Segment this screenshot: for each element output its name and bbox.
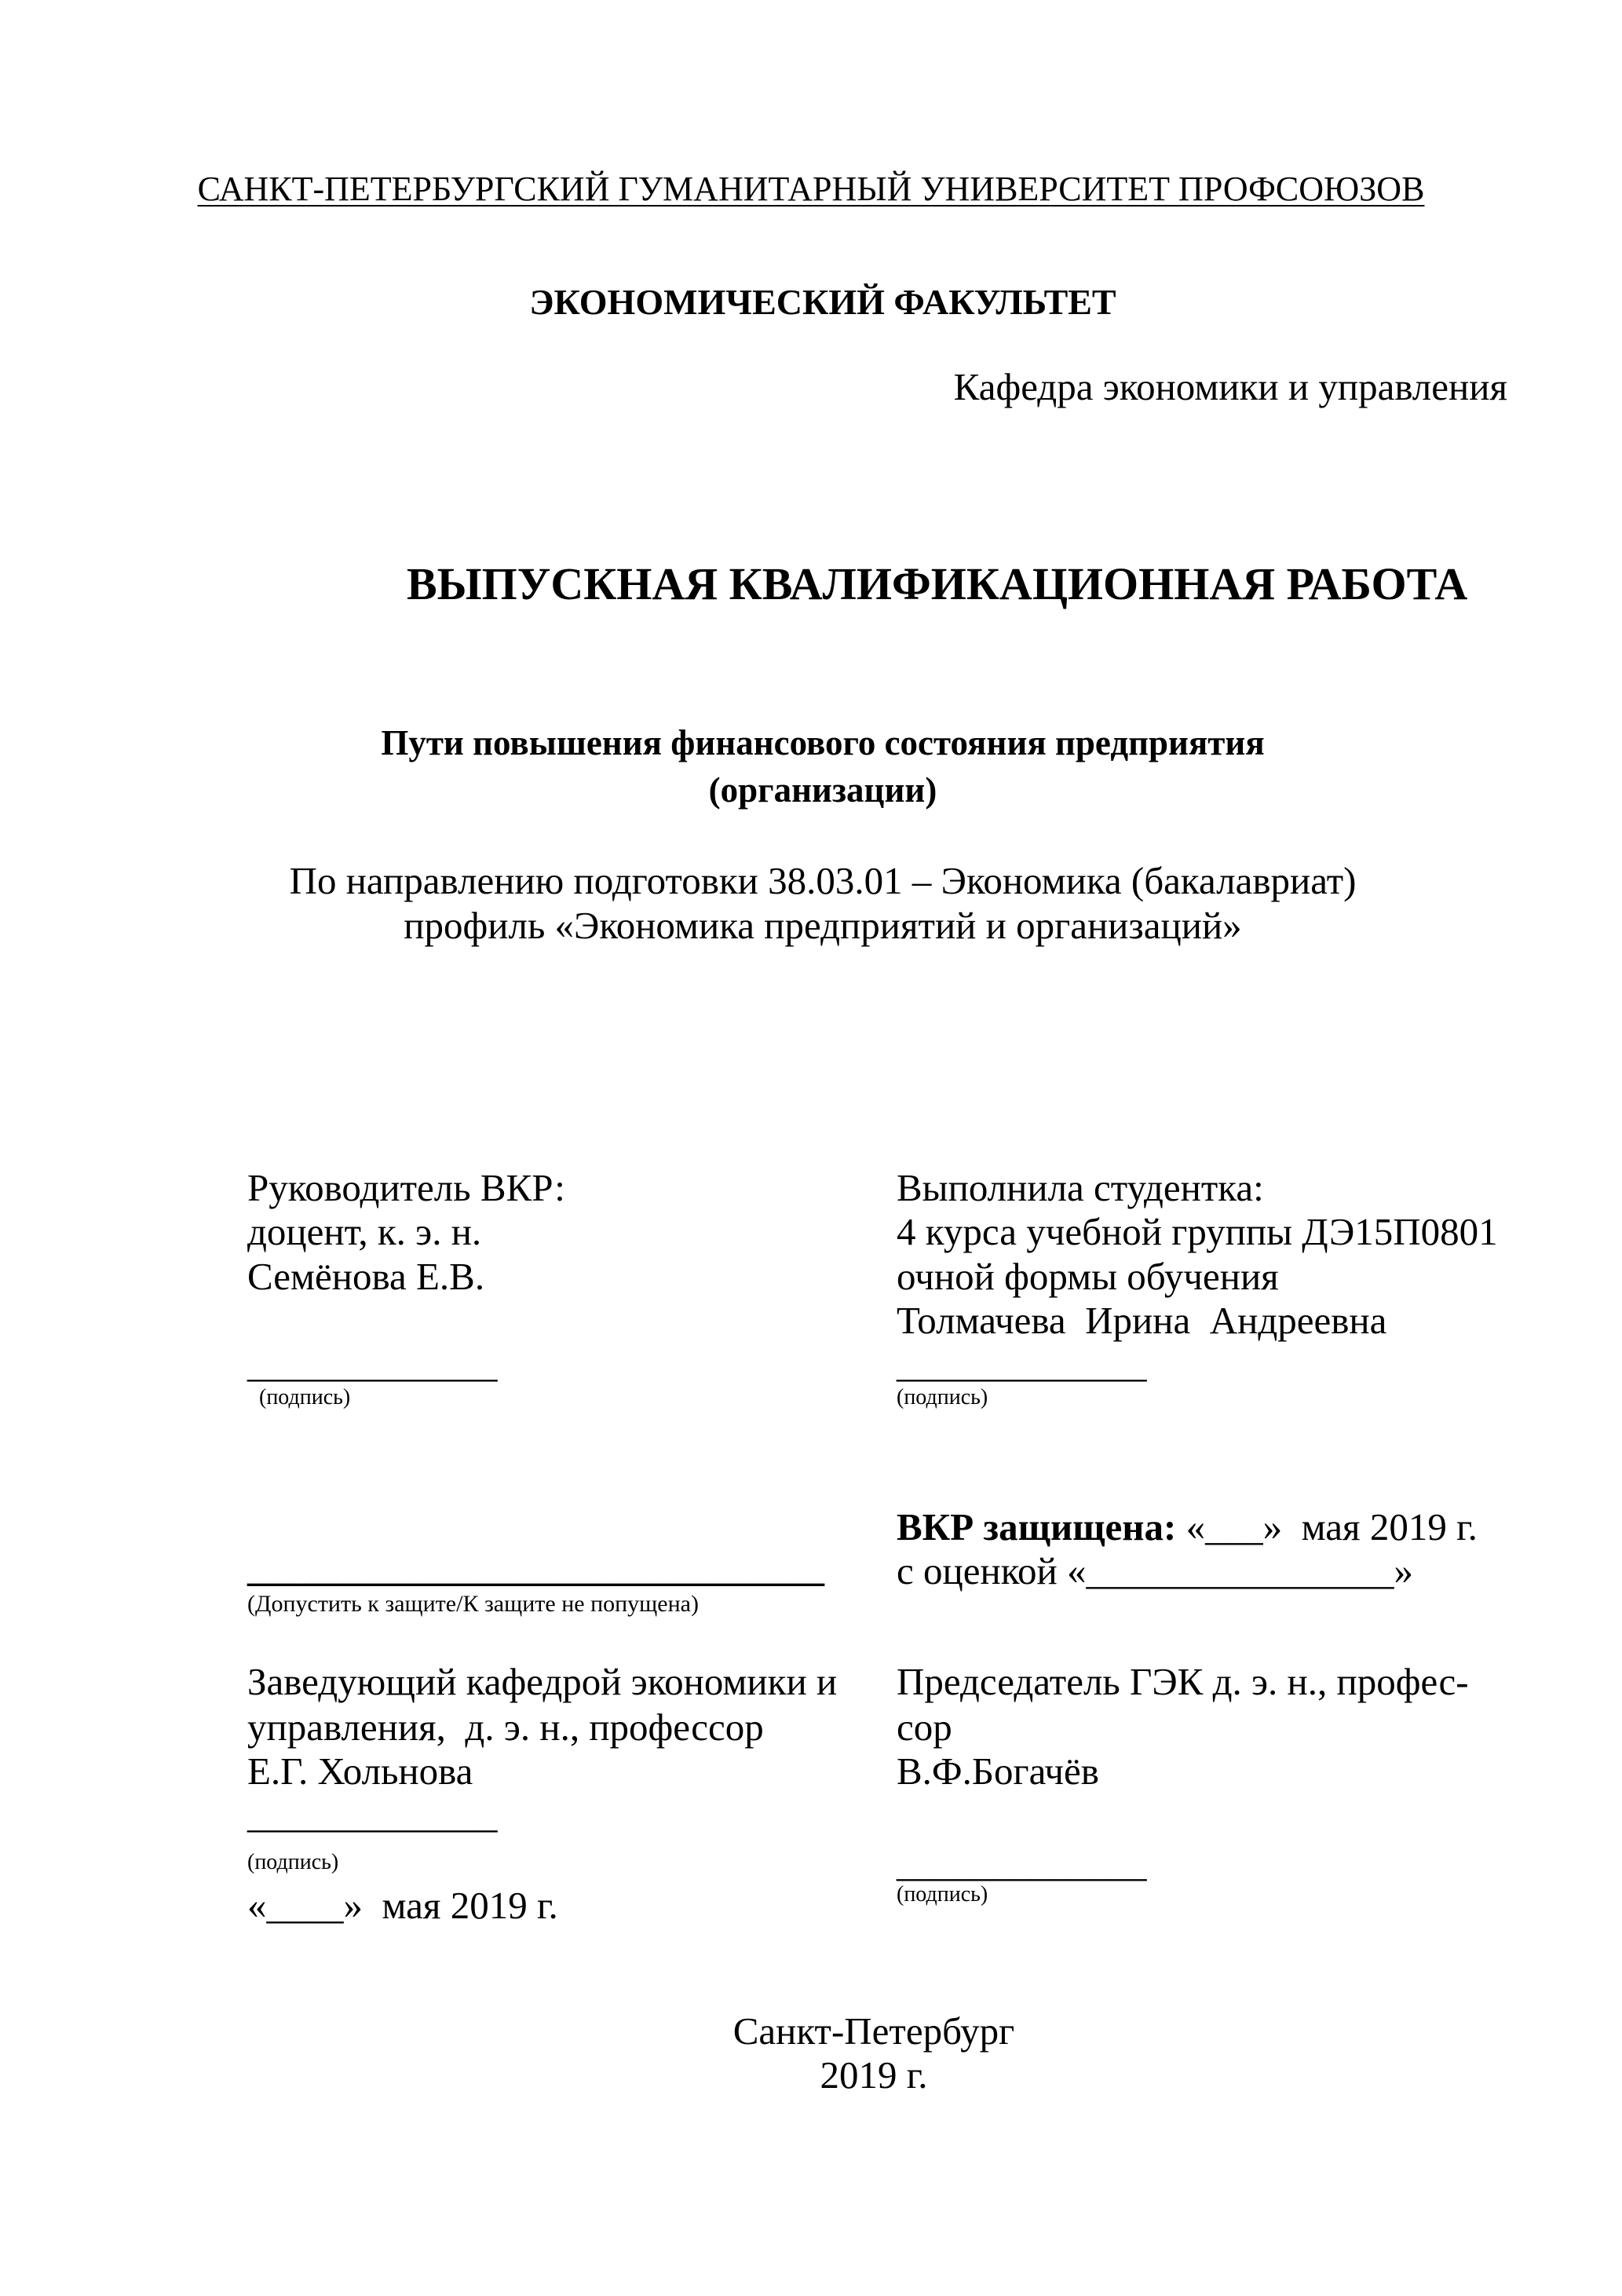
admission-caption: (Допустить к защите/К защите не попущена) bbox=[247, 1591, 699, 1617]
admission-blank: ______________________________ bbox=[247, 1546, 824, 1589]
supervisor-signature-blank: _____________ bbox=[247, 1342, 498, 1385]
university-name: САНКТ-ПЕТЕРБУРГСКИЙ ГУМАНИТАРНЫЙ УНИВЕРСИТЕТ ПРОФСОЮЗОВ bbox=[197, 170, 1425, 208]
student-study-form: очной формы обучения bbox=[897, 1255, 1279, 1298]
chairman-line-2: сор bbox=[897, 1706, 952, 1749]
department-name: Кафедра экономики и управления bbox=[953, 365, 1507, 408]
chairman-signature-blank: _____________ bbox=[897, 1841, 1147, 1885]
defense-date: «___» мая 2019 г. bbox=[1176, 1505, 1478, 1548]
topic-line-1: Пути повышения финансового состояния предприятия bbox=[381, 723, 1265, 762]
defense-line bbox=[897, 1505, 1478, 1548]
head-date: «____» мая 2019 г. bbox=[247, 1884, 558, 1927]
student-label: Выполнила студентка: bbox=[897, 1166, 1264, 1209]
direction-line-1: По направлению подготовки 38.03.01 – Экономика (бакалавриат) bbox=[289, 859, 1357, 902]
chairman-name: В.Ф.Богачёв bbox=[897, 1749, 1099, 1793]
head-name: Е.Г. Хольнова bbox=[247, 1749, 473, 1793]
document-type-title: ВЫПУСКНАЯ КВАЛИФИКАЦИОННАЯ РАБОТА bbox=[407, 558, 1468, 609]
supervisor-label: Руководитель ВКР: bbox=[247, 1166, 565, 1209]
student-group: 4 курса учебной группы ДЭ15П0801 bbox=[897, 1210, 1498, 1253]
head-line-1: Заведующий кафедрой экономики и bbox=[247, 1660, 838, 1703]
student-signature-caption: (подпись) bbox=[897, 1385, 988, 1409]
defense-label: ВКР защищена: bbox=[897, 1505, 1177, 1548]
chairman-line-1: Председатель ГЭК д. э. н., профес- bbox=[897, 1660, 1469, 1703]
student-signature-blank: _____________ bbox=[897, 1342, 1147, 1385]
topic-line-2: (организации) bbox=[708, 770, 937, 810]
direction-line-2: профиль «Экономика предприятий и организаций» bbox=[404, 904, 1242, 947]
footer-year: 2019 г. bbox=[820, 2053, 928, 2097]
supervisor-name: Семёнова Е.В. bbox=[247, 1255, 485, 1298]
faculty-name: ЭКОНОМИЧЕСКИЙ ФАКУЛЬТЕТ bbox=[529, 282, 1116, 322]
head-line-2: управления, д. э. н., профессор bbox=[247, 1706, 764, 1749]
student-name: Толмачева Ирина Андреевна bbox=[897, 1299, 1387, 1342]
chairman-signature-caption: (подпись) bbox=[897, 1882, 988, 1907]
supervisor-signature-caption: (подпись) bbox=[259, 1385, 351, 1409]
head-signature-caption: (подпись) bbox=[247, 1850, 339, 1874]
footer-city: Санкт-Петербург bbox=[732, 2009, 1015, 2053]
defense-grade: с оценкой «________________» bbox=[897, 1549, 1413, 1592]
head-signature-blank: _____________ bbox=[247, 1793, 498, 1836]
supervisor-position: доцент, к. э. н. bbox=[247, 1210, 482, 1253]
